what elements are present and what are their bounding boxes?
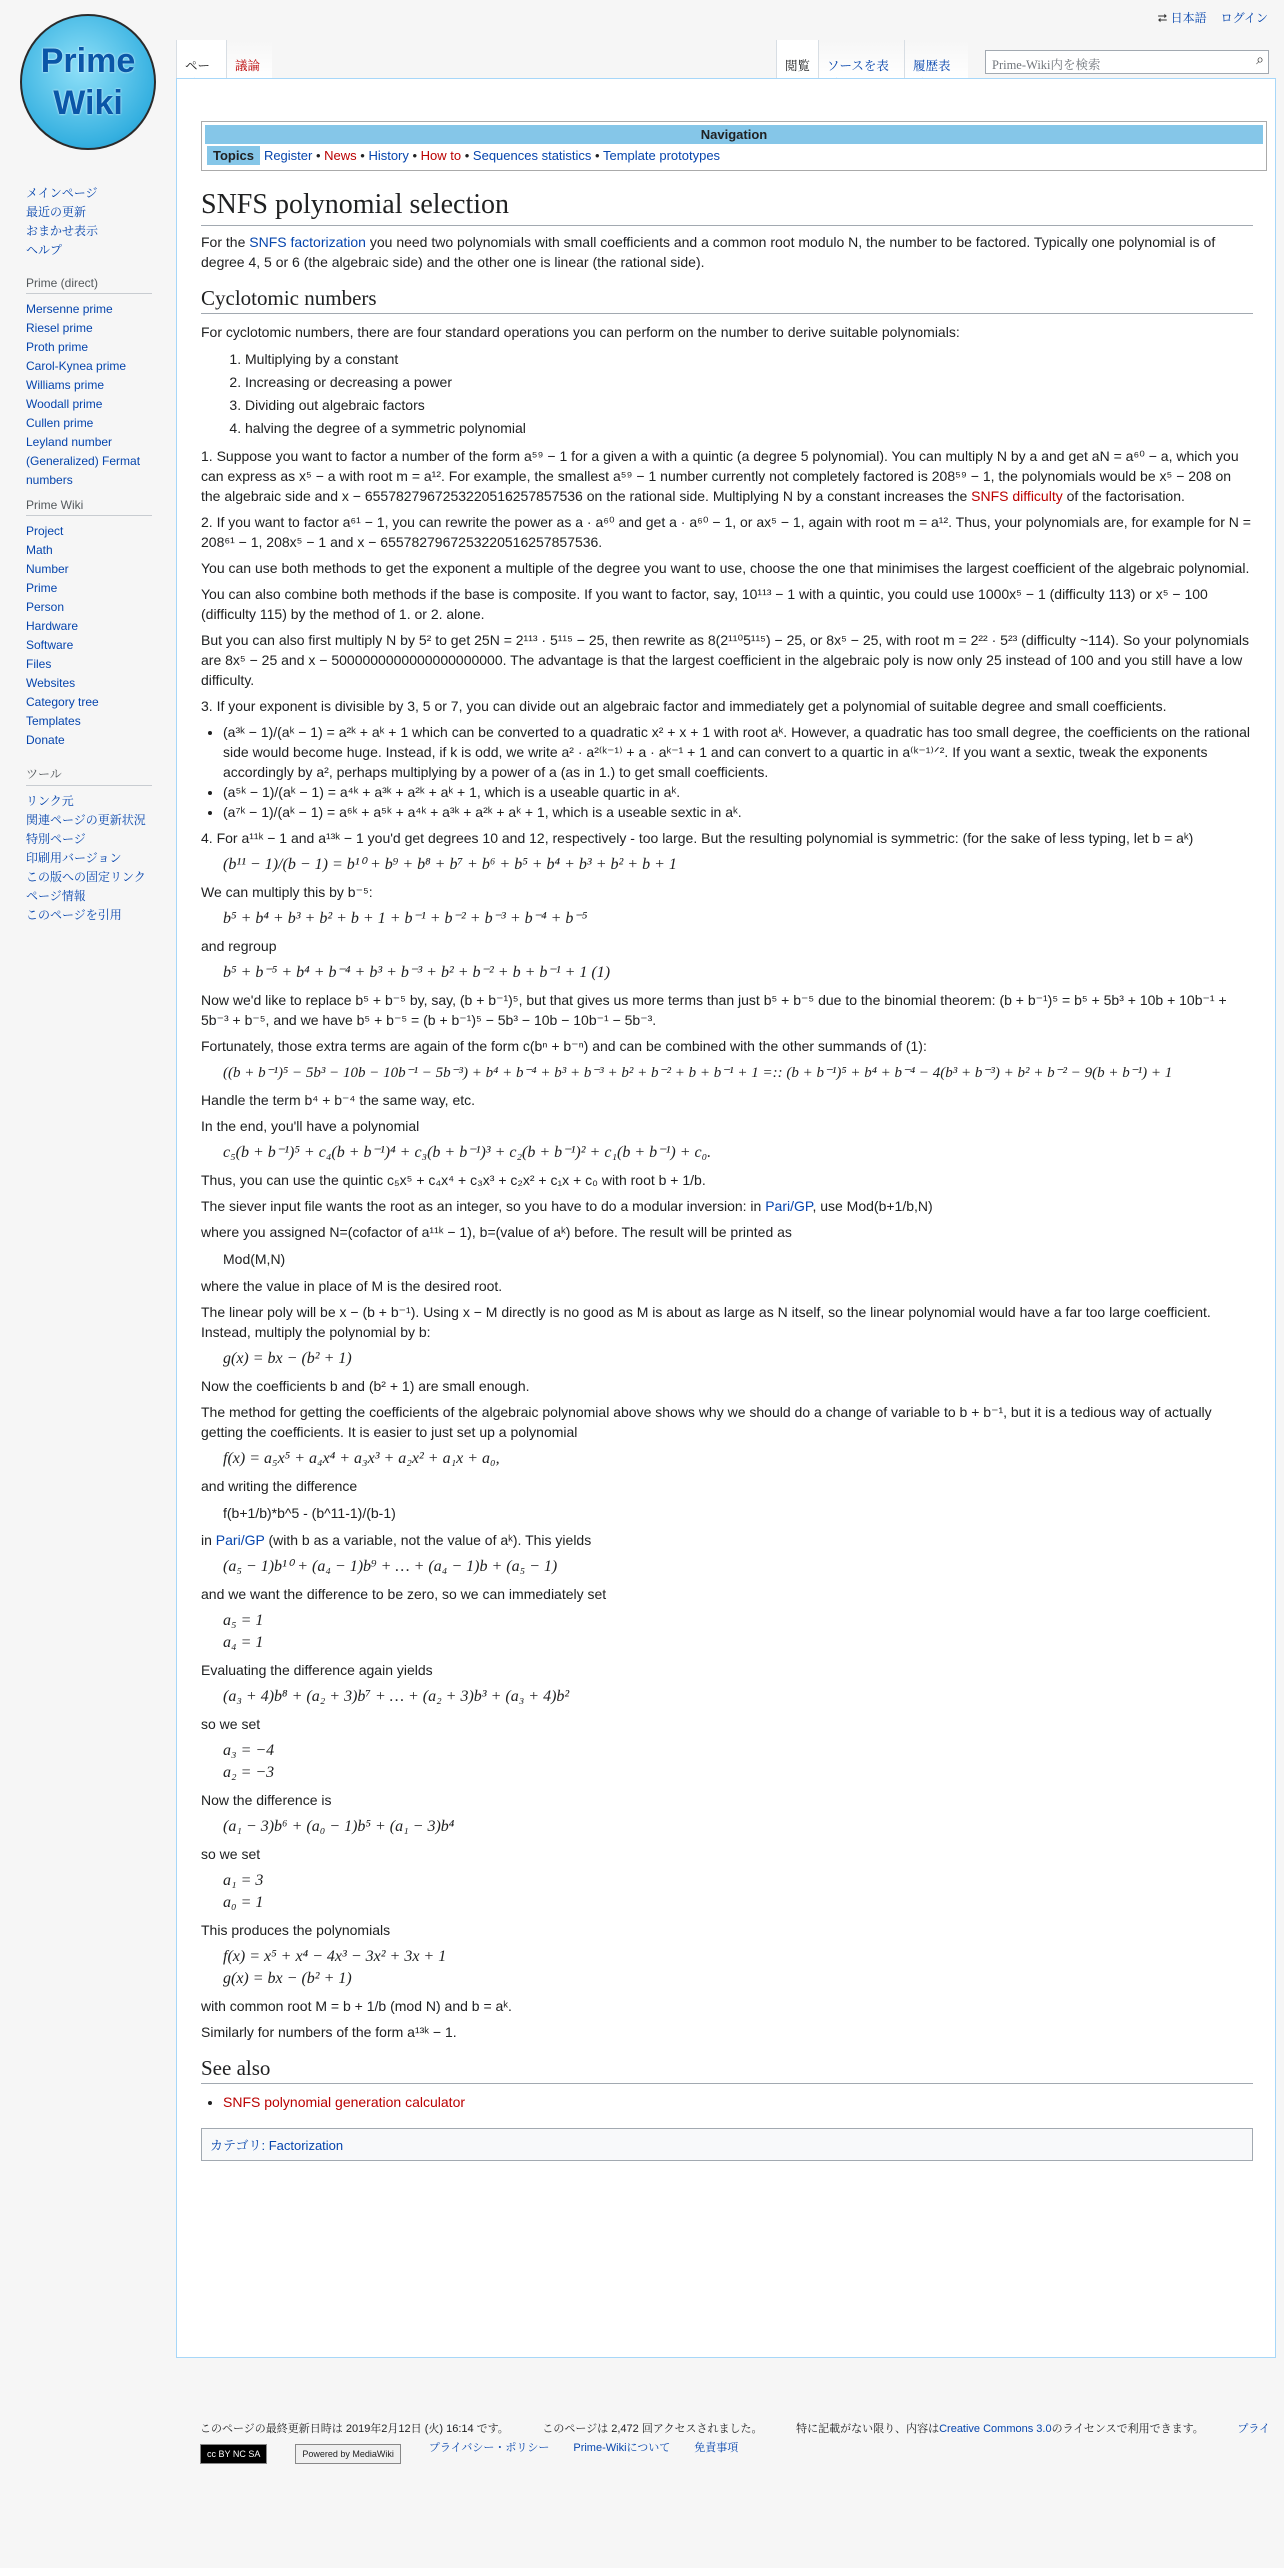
sidebar-item-wiki-3[interactable]: Prime bbox=[26, 581, 58, 595]
sidebar-item-direct-0[interactable]: Mersenne prime bbox=[26, 302, 113, 316]
intro: For the SNFS factorization you need two polynomials with small coefficients and a common root modulo N, the number to be factored. Typically one polynomial is of degree 4, 5 or 6 (the algebraic side) and the other one is linear (the rational side). bbox=[201, 234, 1216, 270]
formula: b⁵ + b⁻⁵ + b⁴ + b⁻⁴ + b³ + b⁻³ + b² + b⁻² + b + b⁻¹ + 1 (1) bbox=[223, 964, 611, 981]
sidebar-heading-tools: ツール bbox=[26, 765, 152, 786]
sidebar-tools bbox=[0, 765, 160, 925]
sidebar-item-tools-3[interactable]: 印刷用バージョン bbox=[26, 851, 122, 865]
sidebar-item-direct-8[interactable]: (Generalized) Fermat numbers bbox=[26, 454, 141, 487]
list-item bbox=[223, 2092, 1253, 2112]
heading-cyclotomic: Cyclotomic numbers bbox=[201, 286, 1253, 314]
operation-item-2: 3. Dividing out algebraic factors bbox=[245, 394, 1253, 417]
sidebar-item-wiki-10[interactable]: Templates bbox=[26, 714, 81, 728]
separator: • bbox=[591, 148, 603, 163]
sidebar-item-wiki-0[interactable]: Project bbox=[26, 524, 64, 538]
category-box bbox=[201, 2128, 1253, 2161]
sidebar-item-wiki-2[interactable]: Number bbox=[26, 562, 69, 576]
code-block: Mod(M,N) bbox=[223, 1251, 286, 1267]
separator: • bbox=[408, 148, 421, 163]
sidebar-item-wiki-9[interactable]: Category tree bbox=[26, 695, 99, 709]
operation-item-3: 4. halving the degree of a symmetric polynomial bbox=[245, 417, 1253, 440]
license: 特に記載がない限り、内容はCreative Commons 3.0のライセンスで利用できます。 bbox=[796, 2423, 1204, 2435]
footer bbox=[200, 2420, 1270, 2464]
footer-link-2[interactable]: 免責事項 bbox=[694, 2442, 739, 2454]
sidebar-item-main-2[interactable]: おまかせ表示 bbox=[26, 224, 99, 238]
sidebar-item-wiki-4[interactable]: Person bbox=[26, 600, 65, 614]
sidebar-item-tools-4[interactable]: この版への固定リンク bbox=[26, 870, 146, 884]
sidebar-item-direct-5[interactable]: Woodall prime bbox=[26, 397, 103, 411]
nav-link-5[interactable]: Template prototypes bbox=[602, 148, 721, 163]
category-factorization[interactable]: Factorization bbox=[268, 2138, 344, 2153]
sidebar-wiki bbox=[0, 498, 160, 750]
snfs-difficulty-link[interactable]: SNFS difficulty bbox=[971, 488, 1063, 504]
para-1: 1. Suppose you want to factor a number of the form a⁵⁹ − 1 for a given a with a quintic (a degree 5 polynomial). You can multiply N by a and get aN = a⁶⁰ − a, which you can express as x⁵ − a with root m = a¹². For example, the smallest a⁵⁹ − 1 number currently not completely factored is 208⁵⁹ − 1, the polynomials would be x⁵ − 208 on the algebraic side and x − 6557827967253220516257857536 on the rational side. Multiplying N by a constant increases the SNFS difficulty of the factorisation. bbox=[201, 448, 1239, 504]
sidebar-item-tools-5[interactable]: ページ情報 bbox=[26, 889, 86, 903]
navigation-title: Navigation bbox=[205, 125, 1263, 144]
formula: (a₅ − 1)b¹⁰ + (a₄ − 1)b⁹ + … + (a₄ − 1)b + (a₅ − 1) bbox=[223, 1558, 558, 1575]
footer-link-1[interactable]: Prime-Wikiについて bbox=[573, 2442, 671, 2454]
tab-page[interactable]: ペー bbox=[176, 40, 226, 78]
sidebar-item-tools-2[interactable]: 特別ページ bbox=[26, 832, 86, 846]
sidebar-item-tools-1[interactable]: 関連ページの更新状況 bbox=[26, 813, 146, 827]
factor-bullets bbox=[223, 722, 1253, 822]
formula: g(x) = bx − (b² + 1) bbox=[223, 1350, 352, 1367]
last-modified: このページの最終更新日時は 2019年2月12日 (火) 16:14 です。 bbox=[200, 2423, 509, 2435]
sidebar-item-tools-0[interactable]: リンク元 bbox=[26, 794, 74, 808]
formula: (a₁ − 3)b⁶ + (a₀ − 1)b⁵ + (a₁ − 3)b⁴ bbox=[223, 1818, 455, 1835]
sidebar-item-main-0[interactable]: メインページ bbox=[26, 186, 98, 200]
separator: • bbox=[356, 148, 369, 163]
formula: (b¹¹ − 1)/(b − 1) = b¹⁰ + b⁹ + b⁸ + b⁷ + b⁶ + b⁵ + b⁴ + b³ + b² + b + 1 bbox=[223, 856, 677, 873]
personal-tools bbox=[1158, 9, 1268, 26]
sidebar-item-main-3[interactable]: ヘルプ bbox=[26, 243, 63, 257]
sidebar-item-direct-2[interactable]: Proth prime bbox=[26, 340, 89, 354]
navigation-row bbox=[205, 144, 1263, 167]
sidebar-item-tools-6[interactable]: このページを引用 bbox=[26, 908, 122, 922]
formula: (a₃ + 4)b⁸ + (a₂ + 3)b⁷ + … + (a₂ + 3)b³ + (a₃ + 4)b² bbox=[223, 1688, 570, 1705]
sidebar-item-direct-7[interactable]: Leyland number bbox=[26, 435, 113, 449]
sidebar-item-wiki-1[interactable]: Math bbox=[26, 543, 53, 557]
page-title: SNFS polynomial selection bbox=[201, 189, 1253, 226]
operation-item-1: 2. Increasing or decreasing a power bbox=[245, 371, 1253, 394]
formula: c₅(b + b⁻¹)⁵ + c₄(b + b⁻¹)⁴ + c₃(b + b⁻¹)³ + c₂(b + b⁻¹)² + c₁(b + b⁻¹) + c₀. bbox=[223, 1144, 712, 1161]
view-count: このページは 2,472 回アクセスされました。 bbox=[542, 2423, 763, 2435]
formula: f(x) = x⁵ + x⁴ − 4x³ − 3x² + 3x + 1 g(x) = bx − (b² + 1) bbox=[223, 1948, 447, 1987]
nav-link-1[interactable]: News bbox=[324, 148, 357, 163]
sidebar-heading-wiki: Prime Wiki bbox=[26, 498, 152, 516]
mediawiki-badge[interactable]: Powered by MediaWiki bbox=[295, 2444, 401, 2464]
list-item: • (a⁷ᵏ − 1)/(aᵏ − 1) = a⁶ᵏ + a⁵ᵏ + a⁴ᵏ + a³ᵏ + a²ᵏ + aᵏ + 1, which is a useable sextic in aᵏ. bbox=[223, 802, 1253, 822]
formula: b⁵ + b⁴ + b³ + b² + b + 1 + b⁻¹ + b⁻² + b⁻³ + b⁻⁴ + b⁻⁵ bbox=[223, 910, 588, 927]
code-block: f(b+1/b)*b^5 - (b^11-1)/(b-1) bbox=[223, 1505, 396, 1521]
main-content: Navigation Topics Register • News • History • How to • Sequences statistics • Template prototypes SNFS polynomial selection For the SNFS factorization you need two polynomials with small coefficients and a common root modulo N, the number to be factored. Typically one polynomial is of degree 4, 5 or 6 (the algebraic side) and the other one is linear (the rational side). Cyclotomic numbers For cyclotomic numbers, there are four standard operations you can perform on the number to derive suitable polynomials: 1. Multiplying by a constant 2. Increasing or decreasing a power 3. Dividing out algebraic factors 4. halving the degree of a symmetric polynomial 1. Suppose you want to factor a number of the form a⁵⁹ − 1 for a given a with a quintic (a degree 5 polynomial). You can multiply N by a and get aN = a⁶⁰ − a, which you can express as x⁵ − a with root m = a¹². For example, the smallest a⁵⁹ − 1 number currently not completely factored is 208⁵⁹ − 1, the polynomials would be x⁵ − 208 on the algebraic side and x − 6557827967253220516257857536 on the rational side. Multiplying N by a constant increases the SNFS difficulty of the factorisation. 2. If you want to factor a⁶¹ − 1, you can rewrite the power as a · a⁶⁰ and get a · a⁶⁰ − 1, or ax⁵ − 1, again with root m = a¹². Thus, your polynomials are, for example for N = 208⁶¹ − 1, 208x⁵ − 1 and x − 6557827967253220516257857536. You can use both methods to get the exponent a multiple of the degree you want to use, choose the one that minimises the largest coefficient of the algebraic polynomial. You can also combine both methods if the base is composite. If you want to factor, say, 10¹¹³ − 1 with a quintic, you could use 1000x⁵ − 1 (difficulty 113) or x⁵ − 100 (difficulty 115) by the method of 1. or 2. alone. But you can also first multiply N by 5² to get 25N = 2¹¹³ · 5¹¹⁵ − 25, then rewrite as 8(2¹¹⁰5¹¹⁵) − 25, or 8x⁵ − 25, with root m = 2²² · 5²³ (difficulty ~114). So your polynomials are 8x⁵ − 25 and x − 5000000000000000000000. The advantage is that the largest coefficient in the algebraic poly is now only 25 instead of 100 and you still have a low difficulty. 3. If your exponent is divisible by 3, 5 or 7, you can divide out an algebraic factor and immediately get a polynomial of suitable degree and small coefficients. • (a³ᵏ − 1)/(aᵏ − 1) = a²ᵏ + aᵏ + 1 which can be converted to a quadratic x² + x + 1 with root aᵏ. However, a quadratic has too small degree, the coefficients on the rational side would become huge. Instead, if k is odd, we write a² · a²⁽ᵏ⁻¹⁾ + a · aᵏ⁻¹ + 1 and can convert to a quartic in a⁽ᵏ⁻¹⁾ᐟ². If you want a sextic, tweak the exponents accordingly by a², perhaps multiplying by a power of a (as in 1.) to get small coefficients. • (a⁵ᵏ − 1)/(aᵏ − 1) = a⁴ᵏ + a³ᵏ + a²ᵏ + aᵏ + 1, which is a useable quartic in aᵏ. • (a⁷ᵏ − 1)/(aᵏ − 1) = a⁶ᵏ + a⁵ᵏ + a⁴ᵏ + a³ᵏ + a²ᵏ + aᵏ + 1, which is a useable sextic in aᵏ. 4. For a¹¹ᵏ − 1 and a¹³ᵏ − 1 you'd get degrees 10 and 12, respectively - too large. But the resulting polynomial is symmetric: (for the sake of less typing, let b = aᵏ) (b¹¹ − 1)/(b − 1) = b¹⁰ + b⁹ + b⁸ + b⁷ + b⁶ + b⁵ + b⁴ + b³ + b² + b + 1 We can multiply this by b⁻⁵: b⁵ + b⁴ + b³ + b² + b + 1 + b⁻¹ + b⁻² + b⁻³ + b⁻⁴ + b⁻⁵ and regroup b⁵ + b⁻⁵ + b⁴ + b⁻⁴ + b³ + b⁻³ + b² + b⁻² + b + b⁻¹ + 1 (1) Now we'd like to replace b⁵ + b⁻⁵ by, say, (b + b⁻¹)⁵, but that gives us more terms than just b⁵ + b⁻⁵ due to the binomial theorem: (b + b⁻¹)⁵ = b⁵ + 5b³ + 10b + 10b⁻¹ + 5b⁻³ + b⁻⁵, and we have b⁵ + b⁻⁵ = (b + b⁻¹)⁵ − 5b³ − 10b − 10b⁻¹ − 5b⁻³. Fortunately, those extra terms are again of the form c(bⁿ + b⁻ⁿ) and can be combined with the other summands of (1): ((b + b⁻¹)⁵ − 5b³ − 10b − 10b⁻¹ − 5b⁻³) + b⁴ + b⁻⁴ + b³ + b⁻³ + b² + b⁻² + b + b⁻¹ + 1 =:: (b + b⁻¹)⁵ + b⁴ + b⁻⁴ − 4(b³ + b⁻³) + b² + b⁻² − 9(b + b⁻¹) + 1 Handle the term b⁴ + b⁻⁴ the same way, etc. In the end, you'll have a polynomial c₅(b + b⁻¹)⁵ + c₄(b + b⁻¹)⁴ + c₃(b + b⁻¹)³ + c₂(b + b⁻¹)² + c₁(b + b⁻¹) + c₀. Thus, you can use the quintic c₅x⁵ + c₄x⁴ + c₃x³ + c₂x² + c₁x + c₀ with root b + 1/b. The siever input file wants the root as an integer, so you have to do a modular inversion: in Pari/GP, use Mod(b+1/b,N) where you assigned N=(cofactor of a¹¹ᵏ − 1), b=(value of aᵏ) before. The result will be printed as Mod(M,N) where the value in place of M is the desired root. The linear poly will be x − (b + b⁻¹). Using x − M directly is no good as M is about as large as N itself, so the linear polynomial would have a far too large coefficient. Instead, multiply the polynomial by b: g(x) = bx − (b² + 1) Now the coefficients b and (b² + 1) are small enough. The method for getting the coefficients of the algebraic polynomial above shows why we should do a change of variable to b + b⁻¹, but it is a tedious way of actually getting the coefficients. It is easier to just set up a polynomial f(x) = a₅x⁵ + a₄x⁴ + a₃x³ + a₂x² + a₁x + a₀, and writing the difference f(b+1/b)*b^5 - (b^11-1)/(b-1) in Pari/GP (with b as a variable, not the value of aᵏ). This yields (a₅ − 1)b¹⁰ + (a₄ − 1)b⁹ + … + (a₄ − 1)b + (a₅ − 1) and we want the difference to be zero, so we can immediately set a₅ = 1 a₄ = 1 Evaluating the difference again yields (a₃ + 4)b⁸ + (a₂ + 3)b⁷ + … + (a₂ + 3)b³ + (a₃ + 4)b² so we set a₃ = −4 a₂ = −3 Now the difference is (a₁ − 3)b⁶ + (a₀ − 1)b⁵ + (a₁ − 3)b⁴ so we set a₁ = 3 a₀ = 1 This produces the polynomials f(x) = x⁵ + x⁴ − 4x³ − 3x² + 3x + 1 g(x) = bx − (b² + 1) with common root M = b + 1/b (mod N) and b = aᵏ. Similarly for numbers of the form a¹³ᵏ − 1. See also • SNFS polynomial generation calculator カテゴリ: Factorization bbox=[176, 78, 1276, 2358]
sidebar-item-direct-1[interactable]: Riesel prime bbox=[26, 321, 93, 335]
navigation-box bbox=[201, 121, 1267, 171]
formula: f(x) = a₅x⁵ + a₄x⁴ + a₃x³ + a₂x² + a₁x + a₀, bbox=[223, 1450, 500, 1467]
nav-link-3[interactable]: How to bbox=[420, 148, 462, 163]
formula: ((b + b⁻¹)⁵ − 5b³ − 10b − 10b⁻¹ − 5b⁻³) + b⁴ + b⁻⁴ + b³ + b⁻³ + b² + b⁻² + b + b⁻¹ + 1 =:: (b + b⁻¹)⁵ + b⁴ + b⁻⁴ − 4(b³ + b⁻³) + b² + b⁻² − 9(b + b⁻¹) + 1 bbox=[223, 1065, 1173, 1081]
topics-label: Topics bbox=[207, 146, 260, 165]
footer-link-0[interactable]: プライバシー・ポリシー bbox=[428, 2442, 550, 2454]
sidebar-item-direct-3[interactable]: Carol-Kynea prime bbox=[26, 359, 127, 373]
pari-gp-link-2[interactable]: Pari/GP bbox=[215, 1532, 265, 1548]
tab-read[interactable]: 閲覧 bbox=[776, 40, 818, 78]
separator: • bbox=[312, 148, 325, 163]
separator: • bbox=[461, 148, 473, 163]
sidebar-item-wiki-11[interactable]: Donate bbox=[26, 733, 65, 747]
sidebar-item-direct-4[interactable]: Williams prime bbox=[26, 378, 104, 392]
list-item: • (a³ᵏ − 1)/(aᵏ − 1) = a²ᵏ + aᵏ + 1 which can be converted to a quadratic x² + x + 1 with root aᵏ. However, a quadratic has too small degree, the coefficients on the rational side would become huge. Instead, if k is odd, we write a² · a²⁽ᵏ⁻¹⁾ + a · aᵏ⁻¹ + 1 and can convert to a quartic in a⁽ᵏ⁻¹⁾ᐟ². If you want a sextic, tweak the exponents accordingly by a², perhaps multiplying by a power of a (as in 1.) to get small coefficients. bbox=[223, 722, 1253, 782]
sidebar-main bbox=[0, 184, 160, 260]
search-icon[interactable]: ⌕ bbox=[1256, 53, 1264, 68]
translate-icon: ⮂ bbox=[1157, 11, 1171, 25]
tab-talk[interactable]: 議論 bbox=[226, 40, 272, 78]
language-link[interactable]: ⮂ 日本語 bbox=[1157, 11, 1207, 25]
snfs-calculator-link[interactable]: SNFS polynomial generation calculator bbox=[223, 2094, 466, 2110]
login-link[interactable]: ログイン bbox=[1220, 11, 1268, 25]
list-item: • (a⁵ᵏ − 1)/(aᵏ − 1) = a⁴ᵏ + a³ᵏ + a²ᵏ + aᵏ + 1, which is a useable quartic in aᵏ. bbox=[223, 782, 1253, 802]
cc-license-badge[interactable]: cc BY NC SA bbox=[200, 2444, 267, 2464]
tab-view-source[interactable]: ソースを表 bbox=[818, 40, 904, 78]
privacy-truncated[interactable]: プライ bbox=[1237, 2423, 1270, 2435]
license-link[interactable]: Creative Commons 3.0 bbox=[939, 2423, 1052, 2435]
heading-see-also: See also bbox=[201, 2056, 1253, 2084]
formula: a₃ = −4 a₂ = −3 bbox=[223, 1742, 275, 1781]
site-logo[interactable]: Prime Wiki bbox=[20, 14, 156, 150]
formula: a₅ = 1 a₄ = 1 bbox=[223, 1612, 264, 1651]
sidebar-item-wiki-7[interactable]: Files bbox=[26, 657, 52, 671]
sidebar-item-direct-6[interactable]: Cullen prime bbox=[26, 416, 94, 430]
operation-item-0: 1. Multiplying by a constant bbox=[245, 348, 1253, 371]
snfs-factorization-link[interactable]: SNFS factorization bbox=[249, 234, 366, 250]
operations-list bbox=[245, 348, 1253, 440]
sidebar-item-wiki-8[interactable]: Websites bbox=[26, 676, 76, 690]
nav-link-0[interactable]: Register bbox=[263, 148, 313, 163]
formula: a₁ = 3 a₀ = 1 bbox=[223, 1872, 264, 1911]
category-label[interactable]: カテゴリ: bbox=[210, 2138, 266, 2153]
sidebar-item-main-1[interactable]: 最近の更新 bbox=[26, 205, 87, 219]
sidebar-item-wiki-6[interactable]: Software bbox=[26, 638, 74, 652]
nav-link-4[interactable]: Sequences statistics bbox=[472, 148, 592, 163]
sidebar-item-wiki-5[interactable]: Hardware bbox=[26, 619, 79, 633]
tab-history[interactable]: 履歴表 bbox=[904, 40, 968, 78]
sidebar-direct bbox=[0, 276, 160, 490]
search-input[interactable]: Prime-Wiki内を検索 ⌕ bbox=[985, 50, 1269, 74]
sidebar-heading-direct: Prime (direct) bbox=[26, 276, 152, 294]
pari-gp-link[interactable]: Pari/GP bbox=[765, 1198, 813, 1214]
nav-link-2[interactable]: History bbox=[368, 148, 409, 163]
